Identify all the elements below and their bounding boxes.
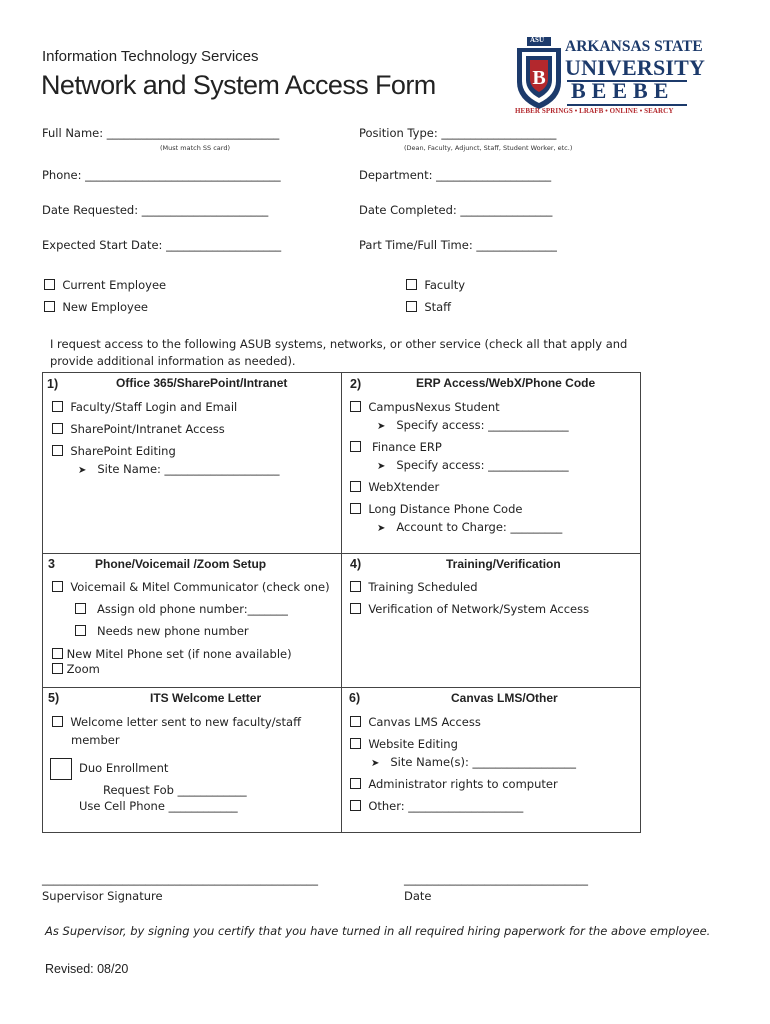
s3-voicemail-label: Voicemail & Mitel Communicator (check one) bbox=[70, 580, 330, 594]
checkbox[interactable] bbox=[75, 625, 86, 636]
current-employee-label: Current Employee bbox=[62, 278, 167, 292]
s2-ld-code[interactable] bbox=[350, 502, 522, 516]
s5-duo-label: Duo Enrollment bbox=[79, 761, 169, 775]
s1-item-sharepoint[interactable] bbox=[52, 422, 225, 436]
checkbox[interactable] bbox=[44, 301, 55, 312]
current-employee-option[interactable] bbox=[44, 278, 166, 292]
s3-voicemail[interactable] bbox=[52, 580, 330, 594]
svg-text:B: B bbox=[532, 67, 546, 89]
s4-training-label: Training Scheduled bbox=[368, 580, 478, 594]
s2-specify-2[interactable] bbox=[377, 458, 569, 472]
new-employee-label: New Employee bbox=[62, 300, 149, 314]
checkbox[interactable] bbox=[350, 778, 361, 789]
s3-new-set-label: New Mitel Phone set (if none available) bbox=[66, 647, 292, 661]
checkbox[interactable] bbox=[52, 401, 63, 412]
staff-option[interactable] bbox=[406, 300, 451, 314]
s5-welcome-line2: member bbox=[71, 733, 120, 747]
page-title: Network and System Access Form bbox=[41, 70, 436, 100]
checkbox[interactable] bbox=[44, 279, 55, 290]
s2-ld-code-label: Long Distance Phone Code bbox=[368, 502, 523, 516]
checkbox[interactable] bbox=[350, 401, 361, 412]
section-4-box bbox=[341, 553, 641, 688]
checkbox[interactable] bbox=[406, 279, 417, 290]
logo-tagline: HEBER SPRINGS • LRAFB • ONLINE • SEARCY bbox=[515, 107, 674, 115]
checkbox[interactable] bbox=[52, 663, 63, 674]
checkbox[interactable] bbox=[406, 301, 417, 312]
phone-field[interactable]: Phone: __________________________________ bbox=[42, 168, 281, 182]
supervisor-note: As Supervisor, by signing you certify that you have turned in all required hiring paperwork for the above employee. bbox=[45, 924, 711, 938]
s6-site-names[interactable] bbox=[371, 755, 576, 769]
checkbox[interactable] bbox=[52, 445, 63, 456]
staff-label: Staff bbox=[424, 300, 452, 314]
shield-icon bbox=[513, 36, 565, 110]
section-2-title: ERP Access/WebX/Phone Code bbox=[416, 376, 596, 390]
expected-start-field[interactable]: Expected Start Date: ____________________ bbox=[42, 238, 282, 252]
position-type-hint: (Dean, Faculty, Adjunct, Staff, Student Worker, etc.) bbox=[404, 144, 573, 152]
section-3-title: Phone/Voicemail /Zoom Setup bbox=[95, 557, 267, 571]
s2-specify-1-label: Specify access: ______________ bbox=[396, 418, 569, 432]
revised-date: Revised: 08/20 bbox=[45, 962, 129, 976]
date-signature-label: Date bbox=[404, 889, 432, 903]
faculty-option[interactable] bbox=[406, 278, 465, 292]
s2-finance[interactable] bbox=[350, 440, 442, 454]
arrow-bullet-icon: ➤ bbox=[377, 421, 386, 432]
new-employee-option[interactable] bbox=[44, 300, 148, 314]
s2-specify-1[interactable] bbox=[377, 418, 569, 432]
s1-site-name[interactable] bbox=[78, 462, 280, 476]
section-1-number: 1) bbox=[47, 377, 59, 391]
section-4-number: 4) bbox=[350, 557, 362, 571]
s5-welcome-label: Welcome letter sent to new faculty/staff bbox=[70, 715, 302, 729]
intro-line-1: I request access to the following ASUB systems, networks, or other service (check all that apply and bbox=[50, 337, 628, 351]
date-completed-field[interactable]: Date Completed: ________________ bbox=[359, 203, 553, 217]
s2-webxtender-label: WebXtender bbox=[368, 480, 440, 494]
s2-campusnexus-label: CampusNexus Student bbox=[368, 400, 500, 414]
date-signature-line[interactable]: ________________________________ bbox=[404, 872, 588, 886]
checkbox[interactable] bbox=[52, 423, 63, 434]
department-heading: Information Technology Services bbox=[42, 48, 259, 65]
intro-line-2: provide additional information as needed). bbox=[50, 354, 296, 368]
s2-finance-label: Finance ERP bbox=[371, 440, 442, 454]
section-4-title: Training/Verification bbox=[446, 557, 561, 571]
s3-zoom[interactable] bbox=[52, 662, 100, 676]
checkbox[interactable] bbox=[350, 441, 361, 452]
section-6-number: 6) bbox=[349, 691, 361, 705]
logo-line1: ARKANSAS STATE bbox=[565, 38, 703, 55]
s4-verification-label: Verification of Network/System Access bbox=[368, 602, 590, 616]
duo-checkbox[interactable] bbox=[50, 758, 72, 780]
arrow-bullet-icon: ➤ bbox=[371, 758, 380, 769]
checkbox[interactable] bbox=[350, 800, 361, 811]
s4-verification[interactable] bbox=[350, 602, 589, 616]
checkbox[interactable] bbox=[350, 603, 361, 614]
checkbox[interactable] bbox=[52, 716, 63, 727]
checkbox[interactable] bbox=[52, 648, 63, 659]
logo-line2: UNIVERSITY bbox=[565, 55, 706, 80]
arrow-bullet-icon: ➤ bbox=[78, 465, 87, 476]
section-5-title: ITS Welcome Letter bbox=[150, 691, 262, 705]
s3-zoom-label: Zoom bbox=[66, 662, 100, 676]
s2-account[interactable] bbox=[377, 520, 562, 534]
s6-admin[interactable] bbox=[350, 777, 558, 791]
department-field[interactable]: Department: ____________________ bbox=[359, 168, 552, 182]
s6-other[interactable] bbox=[350, 799, 523, 813]
s2-specify-2-label: Specify access: ______________ bbox=[396, 458, 569, 472]
s1-item-label: Faculty/Staff Login and Email bbox=[70, 400, 238, 414]
full-name-field[interactable]: Full Name: ______________________________ bbox=[42, 126, 280, 140]
s1-item-login[interactable] bbox=[52, 400, 237, 414]
logo-line3: BEEBE bbox=[571, 78, 675, 103]
s3-assign-label: Assign old phone number:_______ bbox=[96, 602, 288, 616]
supervisor-signature-label: Supervisor Signature bbox=[42, 889, 163, 903]
date-requested-field[interactable]: Date Requested: ______________________ bbox=[42, 203, 269, 217]
s5-use-cell[interactable]: Use Cell Phone ____________ bbox=[79, 799, 238, 813]
section-1-title: Office 365/SharePoint/Intranet bbox=[116, 376, 288, 390]
s1-site-name-label: Site Name: ____________________ bbox=[97, 462, 280, 476]
arrow-bullet-icon: ➤ bbox=[377, 461, 386, 472]
arrow-bullet-icon: ➤ bbox=[377, 523, 386, 534]
logo-asu-tag: ASU bbox=[530, 36, 545, 44]
s6-other-label: Other: ____________________ bbox=[368, 799, 524, 813]
s1-item-editing[interactable] bbox=[52, 444, 176, 458]
s3-new-set[interactable] bbox=[52, 647, 292, 661]
section-5-number: 5) bbox=[48, 691, 60, 705]
s6-website-label: Website Editing bbox=[368, 737, 458, 751]
s6-site-names-label: Site Name(s): __________________ bbox=[390, 755, 577, 769]
checkbox[interactable] bbox=[350, 716, 361, 727]
s6-admin-label: Administrator rights to computer bbox=[368, 777, 558, 791]
section-3-number: 3 bbox=[48, 557, 55, 571]
part-full-time-field[interactable]: Part Time/Full Time: ______________ bbox=[359, 238, 557, 252]
faculty-label: Faculty bbox=[424, 278, 466, 292]
s2-campusnexus[interactable] bbox=[350, 400, 500, 414]
full-name-hint: (Must match SS card) bbox=[160, 144, 230, 152]
s6-website[interactable] bbox=[350, 737, 458, 751]
s2-account-label: Account to Charge: _________ bbox=[396, 520, 563, 534]
s3-needs-label: Needs new phone number bbox=[96, 624, 249, 638]
s6-canvas-label: Canvas LMS Access bbox=[368, 715, 481, 729]
s2-webxtender[interactable] bbox=[350, 480, 439, 494]
s1-item-label: SharePoint/Intranet Access bbox=[70, 422, 225, 436]
s3-needs[interactable] bbox=[75, 624, 249, 638]
section-2-number: 2) bbox=[350, 377, 362, 391]
checkbox[interactable] bbox=[350, 503, 361, 514]
s3-assign[interactable] bbox=[75, 602, 288, 616]
s5-welcome[interactable] bbox=[52, 715, 301, 729]
checkbox[interactable] bbox=[350, 738, 361, 749]
checkbox[interactable] bbox=[52, 581, 63, 592]
s4-training[interactable] bbox=[350, 580, 478, 594]
checkbox[interactable] bbox=[350, 581, 361, 592]
s6-canvas[interactable] bbox=[350, 715, 481, 729]
university-logo bbox=[513, 36, 706, 118]
supervisor-signature-line[interactable]: ________________________________________________ bbox=[42, 872, 318, 886]
checkbox[interactable] bbox=[350, 481, 361, 492]
s1-item-label: SharePoint Editing bbox=[70, 444, 176, 458]
section-6-title: Canvas LMS/Other bbox=[451, 691, 558, 705]
position-type-field[interactable]: Position Type: ____________________ bbox=[359, 126, 557, 140]
checkbox[interactable] bbox=[75, 603, 86, 614]
s5-request-fob[interactable]: Request Fob ____________ bbox=[103, 783, 247, 797]
